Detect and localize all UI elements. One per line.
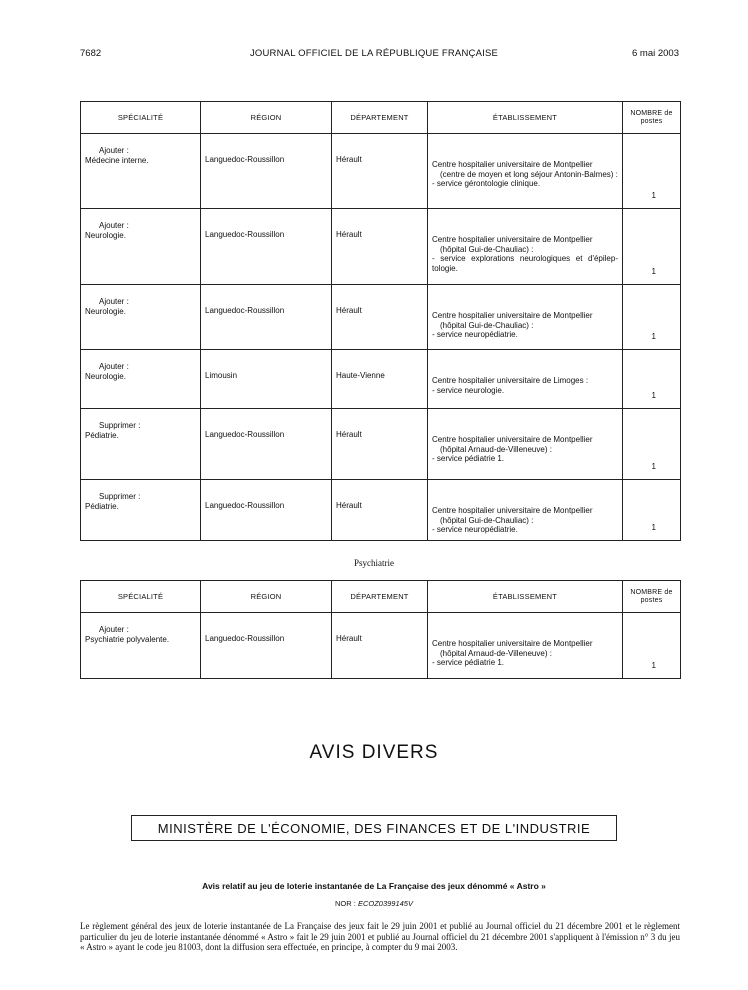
action-label: Ajouter : bbox=[99, 297, 129, 306]
region-cell: Languedoc-Roussillon bbox=[201, 480, 332, 541]
etablissement-site: (hôpital Arnaud-de-Villeneuve) : bbox=[440, 444, 552, 454]
avis-divers-heading: AVIS DIVERS bbox=[309, 742, 439, 763]
ministry-box: MINISTÈRE DE L'ÉCONOMIE, DES FINANCES ET DE L'INDUSTRIE bbox=[131, 815, 617, 841]
action-label: Supprimer : bbox=[99, 421, 141, 430]
etablissement-cell bbox=[428, 409, 623, 480]
header-specialite: SPÉCIALITÉ bbox=[81, 581, 201, 613]
specialite-label: Neurologie. bbox=[85, 230, 126, 240]
table-row bbox=[81, 209, 681, 285]
header-region: RÉGION bbox=[201, 102, 332, 134]
etablissement-site: (centre de moyen et long séjour Antonin-Balmes) : bbox=[440, 169, 618, 179]
notice-title: Avis relatif au jeu de loterie instantanée de La Française des jeux dénommé « Astro » bbox=[202, 881, 546, 891]
departement-cell: Hérault bbox=[332, 209, 428, 285]
etablissement-site: (hôpital Gui-de-Chauliac) : bbox=[440, 515, 534, 525]
action-label: Ajouter : bbox=[99, 146, 129, 155]
region-cell: Limousin bbox=[201, 350, 332, 409]
etablissement-name: Centre hospitalier universitaire de Montpellier bbox=[432, 160, 593, 169]
table-header-row bbox=[81, 102, 681, 134]
etablissement-cell bbox=[428, 285, 623, 350]
header-etablissement: ÉTABLISSEMENT bbox=[428, 102, 623, 134]
journal-title: JOURNAL OFFICIEL DE LA RÉPUBLIQUE FRANÇAISE bbox=[249, 48, 499, 59]
nor-label: NOR : bbox=[335, 899, 356, 908]
action-label: Supprimer : bbox=[99, 492, 141, 501]
specialite-label: Pédiatrie. bbox=[85, 501, 119, 511]
etablissement-site: (hôpital Gui-de-Chauliac) : bbox=[440, 320, 534, 330]
header-specialite: SPÉCIALITÉ bbox=[81, 102, 201, 134]
departement-cell: Hérault bbox=[332, 285, 428, 350]
etablissement-site: (hôpital Gui-de-Chauliac) : bbox=[440, 244, 534, 254]
etablissement-service: - service explorations neurologiques et d'épilep-tologie. bbox=[432, 254, 618, 273]
issue-date: 6 mai 2003 bbox=[631, 48, 679, 59]
specialite-cell bbox=[81, 350, 201, 409]
departement-cell: Hérault bbox=[332, 134, 428, 209]
header-nombre-postes: NOMBRE de postes bbox=[623, 581, 681, 613]
etablissement-name: Centre hospitalier universitaire de Montpellier bbox=[432, 639, 593, 648]
etablissement-service: - service neuropédiatrie. bbox=[432, 525, 518, 534]
etablissement-cell bbox=[428, 350, 623, 409]
etablissement-name: Centre hospitalier universitaire de Montpellier bbox=[432, 506, 593, 515]
table-row bbox=[81, 350, 681, 409]
postes-table bbox=[80, 101, 681, 541]
etablissement-name: Centre hospitalier universitaire de Limoges : bbox=[432, 376, 589, 385]
nombre-postes-cell: 1 bbox=[623, 480, 681, 541]
section-title-psychiatrie: Psychiatrie bbox=[354, 558, 394, 568]
action-label: Ajouter : bbox=[99, 221, 129, 230]
table-row bbox=[81, 285, 681, 350]
specialite-cell bbox=[81, 480, 201, 541]
specialite-cell bbox=[81, 409, 201, 480]
header-region: RÉGION bbox=[201, 581, 332, 613]
table-row bbox=[81, 409, 681, 480]
action-label: Ajouter : bbox=[99, 625, 129, 634]
etablissement-name: Centre hospitalier universitaire de Montpellier bbox=[432, 311, 593, 320]
specialite-label: Neurologie. bbox=[85, 371, 126, 381]
header-etablissement: ÉTABLISSEMENT bbox=[428, 581, 623, 613]
etablissement-name: Centre hospitalier universitaire de Montpellier bbox=[432, 235, 593, 244]
etablissement-cell bbox=[428, 480, 623, 541]
header-nombre-postes: NOMBRE de postes bbox=[623, 102, 681, 134]
nor-reference bbox=[0, 899, 748, 908]
header-departement: DÉPARTEMENT bbox=[332, 581, 428, 613]
region-cell: Languedoc-Roussillon bbox=[201, 613, 332, 679]
departement-cell: Hérault bbox=[332, 613, 428, 679]
departement-cell: Hérault bbox=[332, 409, 428, 480]
specialite-label: Médecine interne. bbox=[85, 155, 149, 165]
departement-cell: Haute-Vienne bbox=[332, 350, 428, 409]
specialite-cell bbox=[81, 613, 201, 679]
specialite-cell bbox=[81, 134, 201, 209]
page-number: 7682 bbox=[80, 48, 102, 59]
etablissement-service: - service pédiatrie 1. bbox=[432, 658, 505, 667]
nombre-postes-cell: 1 bbox=[623, 350, 681, 409]
action-label: Ajouter : bbox=[99, 362, 129, 371]
region-cell: Languedoc-Roussillon bbox=[201, 209, 332, 285]
table-row bbox=[81, 613, 681, 679]
notice-body: Le règlement général des jeux de loterie instantanée de La Française des jeux fait le 29 juin 2001 et publié au Journal officiel du 21 décembre 2001 et le règlement particulier du jeu de loterie instantanée dénommé « Astro » fait le 29 juin 2001 et publié au Journal officiel du 21 décembre 2001 s'appliquent à l'émission n° 3 du jeu « Astro » ayant le code jeu 81003, dont la diffusion sera effectuée, en principe, à compter du 9 mai 2003. bbox=[80, 921, 680, 952]
nombre-postes-cell: 1 bbox=[623, 613, 681, 679]
psychiatrie-table bbox=[80, 580, 681, 679]
etablissement-name: Centre hospitalier universitaire de Montpellier bbox=[432, 435, 593, 444]
specialite-cell bbox=[81, 285, 201, 350]
nor-code: ECOZ0399145V bbox=[357, 899, 413, 908]
region-cell: Languedoc-Roussillon bbox=[201, 285, 332, 350]
nombre-postes-cell: 1 bbox=[623, 285, 681, 350]
etablissement-service: - service neurologie. bbox=[432, 385, 505, 395]
specialite-label: Psychiatrie polyvalente. bbox=[85, 634, 170, 644]
table-header-row bbox=[81, 581, 681, 613]
etablissement-cell bbox=[428, 613, 623, 679]
region-cell: Languedoc-Roussillon bbox=[201, 134, 332, 209]
departement-cell: Hérault bbox=[332, 480, 428, 541]
etablissement-site: (hôpital Arnaud-de-Villeneuve) : bbox=[440, 648, 552, 658]
etablissement-service: - service neuropédiatrie. bbox=[432, 330, 518, 339]
specialite-label: Pédiatrie. bbox=[85, 430, 119, 440]
etablissement-cell bbox=[428, 134, 623, 209]
specialite-label: Neurologie. bbox=[85, 306, 126, 316]
etablissement-service: - service pédiatrie 1. bbox=[432, 454, 505, 463]
header-departement: DÉPARTEMENT bbox=[332, 102, 428, 134]
nombre-postes-cell: 1 bbox=[623, 409, 681, 480]
nombre-postes-cell: 1 bbox=[623, 209, 681, 285]
etablissement-cell bbox=[428, 209, 623, 285]
table-row bbox=[81, 134, 681, 209]
specialite-cell bbox=[81, 209, 201, 285]
nombre-postes-cell: 1 bbox=[623, 134, 681, 209]
region-cell: Languedoc-Roussillon bbox=[201, 409, 332, 480]
etablissement-service: - service gérontologie clinique. bbox=[432, 179, 541, 188]
table-row bbox=[81, 480, 681, 541]
